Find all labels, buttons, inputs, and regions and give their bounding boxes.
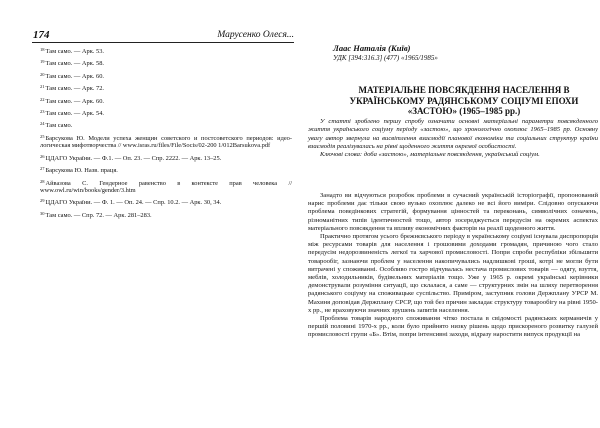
footnote (40, 48, 292, 56)
article-title: МАТЕРІАЛЬНЕ ПОВСЯКДЕННЯ НАСЕЛЕННЯ В УКРАЇНСЬКОМУ РАДЯНСЬКОМУ СОЦІУМІ ЕПОХИ «ЗАСТОЮ» (1965–1985 рр.) (349, 85, 579, 116)
body-paragraph: Проблема товарів народного споживання чітко постала в свідомості радянських керманичів у першій половині 1970-х рр., коли було прийнято низку рішень щодо прискореного розвитку галузей промисловості групи «Б». Втім, попри інтенсивні заходи, відразу наростити випуск продукції на (308, 315, 598, 339)
footnote-text: Барсукова Ю. Назв. праця. (45, 167, 118, 175)
footnote-number: 25 (40, 133, 45, 139)
footnote-number: 26 (40, 153, 45, 159)
footnote-number: 23 (40, 108, 45, 114)
footnote (40, 180, 292, 195)
article-body (308, 192, 598, 340)
footnote (40, 85, 292, 93)
footnote-text: ЦДАГО України. — Ф.1. — Оп. 23. — Спр. 2222. — Арк. 13–25. (45, 154, 222, 162)
footnote-text: Там само. — Арк. 60. (45, 72, 104, 80)
footnote-text: Там само. — Арк. 54. (45, 109, 104, 117)
footnote-number: 21 (40, 84, 45, 90)
footnote (40, 167, 292, 175)
footnote (40, 73, 292, 81)
footnote-text: ЦДАГО України. — Ф. 1. — Оп. 24. — Спр. 10.2. — Арк. 30, 34. (45, 199, 222, 207)
abstract-text: У статті зроблено першу спробу означити основні матеріальні параметри повсякденного життя українського соціуму періоду «застою», що хронологічно охоплює 1965–1985 рр. Основну увагу автор звернула на висвітлення взаємодії планової економіки та соціальних структур країни взаємодія реалізувалась на рівні щоденного життя окремої особистості. (308, 118, 598, 150)
udc-code: УДК [394:316.3] (477) «1965/1985» (333, 54, 438, 62)
footnote-number: 19 (40, 59, 45, 65)
footnote-text: Там само. (45, 122, 73, 130)
footnote (40, 212, 292, 220)
footnote-number: 24 (40, 121, 45, 127)
footnote (40, 199, 292, 207)
footnote-number: 22 (40, 96, 45, 102)
footnote-text: Барсукова Ю. Модели успеха женщин советского и постсоветского периодов: идео-логическая мифотворчества // www.isras.ru/files/File/Socis/02-200 1/012Barsukova.pdf (40, 134, 292, 150)
footnotes-list (40, 48, 292, 224)
footnote-text: Там само. — Арк. 60. (45, 97, 104, 105)
footnote-number: 27 (40, 166, 45, 172)
footnote-text: Там само. — Арк. 72. (45, 85, 104, 93)
footnote-number: 20 (40, 71, 45, 77)
footnote-text: Айвазова С. Гендерное равенство в контексте прав человека // www.owl.ru/win/books/gender/3.htm (40, 179, 292, 195)
article-abstract (308, 118, 598, 159)
footnote-text: Там само. — Арк. 53. (45, 48, 104, 55)
footnote (40, 122, 292, 130)
footnote-number: 18 (40, 47, 45, 52)
footnote (40, 155, 292, 163)
footnote (40, 98, 292, 106)
body-paragraph: Занадто ви відчуються розробок проблеми в сучасний українській історіографії, пропонований нарис проблеми дає тільки свою вузько охоплює далеко не всі його виміри. Слідовно опускаючи проблема поведінкових стратегій, формування цінностей та переконань, символічних означень, різноманітних типів ідентичностей тощо, автор зосереджується передусім на окремих аспектах матеріального повсякдення та впливу економічних факторів на реалії щоденного життя. (308, 192, 598, 232)
footnote-text: Там само. — Спр. 72. — Арк. 281–283. (45, 211, 152, 219)
footnote-number: 29 (40, 198, 45, 204)
footnote (40, 135, 292, 150)
article-author: Лаас Наталія (Київ) (333, 43, 411, 53)
footnote (40, 60, 292, 68)
article-header (333, 43, 595, 117)
running-header (32, 28, 294, 43)
footnote (40, 110, 292, 118)
footnote-number: 30 (40, 210, 45, 216)
footnote-text: Там само. — Арк. 58. (45, 60, 104, 68)
footnote-number: 28 (40, 178, 45, 184)
body-paragraph: Практично протягом усього брежнєвського періоду в українському соціумі існувала диспропорція між ресурсами товарів для населення і грошовими доходами громадян, причиною чого стало передусім недорозвиненість легкої та харчової промисловості. Попри спроби республіки збільшити товарообіг, зазнаючи проблем у населення накопичувались надлишкові гроші, котрі не могли бути витрачені у споживанні. Особливо гостро відчувалась нестача промислових товарів — одягу, взуття, меблів, холодильників, будівельних матеріалів тощо. Уже у 1965 р. окремі українські керівники демонстрували розуміння ситуації, що склалася, а саме — структурних змін на шляху перетворення радянського соціуму на споживацьке суспільство. Приміром, заступник голови Держплану УРСР М. Махиня доповідав Держплану СРСР, що той без причин закладає структуру товарообігу на рівні 1950-х рр., не враховуючи значних зрушень запитів населення. (308, 233, 598, 314)
running-author: Марусенко Олеся... (217, 30, 294, 40)
page-number: 174 (33, 29, 50, 41)
keywords-text: Ключові слова: доба «застою», матеріальне повсякдення, український соціум. (320, 151, 540, 159)
